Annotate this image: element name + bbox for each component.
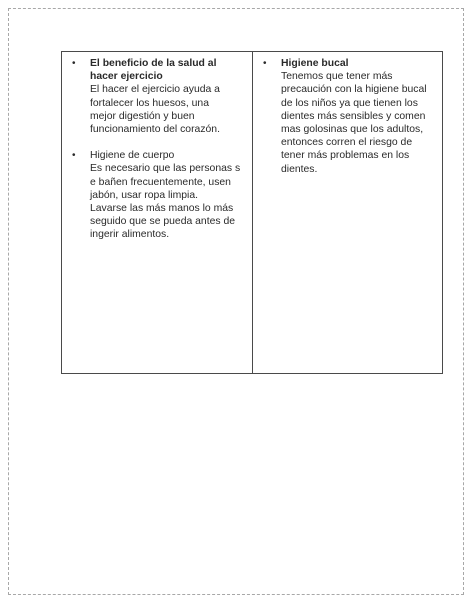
bullet-icon: • [263, 58, 267, 69]
left-column-cell [62, 52, 253, 374]
content-table [61, 51, 443, 374]
item-body: Es necesario que las personas s e bañen frecuentemente, usen jabón, usar ropa limpia. Lavarse las más manos lo más seguido que se pueda antes de ingerir alimentos. [90, 163, 241, 241]
list-item [68, 57, 246, 136]
bullet-icon: • [72, 58, 76, 69]
spacer [68, 136, 246, 149]
item-title: Higiene bucal [281, 58, 349, 69]
right-column-cell [253, 52, 443, 374]
item-body: Tenemos que tener más precaución con la higiene bucal de los niños ya que tienen los dientes más sensibles y comen mas golosinas que los adultos, entonces corren el riesgo de tener más problemas en los dientes. [281, 71, 427, 175]
bullet-icon: • [72, 150, 76, 162]
list-item [68, 149, 246, 241]
table-row [62, 52, 443, 374]
list-item [259, 57, 436, 176]
item-title: El beneficio de la salud al hacer ejercicio [90, 58, 217, 83]
item-title: Higiene de cuerpo [90, 150, 175, 162]
item-body: El hacer el ejercicio ayuda a fortalecer los huesos, una mejor digestión y buen funcionamiento del corazón. [90, 84, 220, 136]
